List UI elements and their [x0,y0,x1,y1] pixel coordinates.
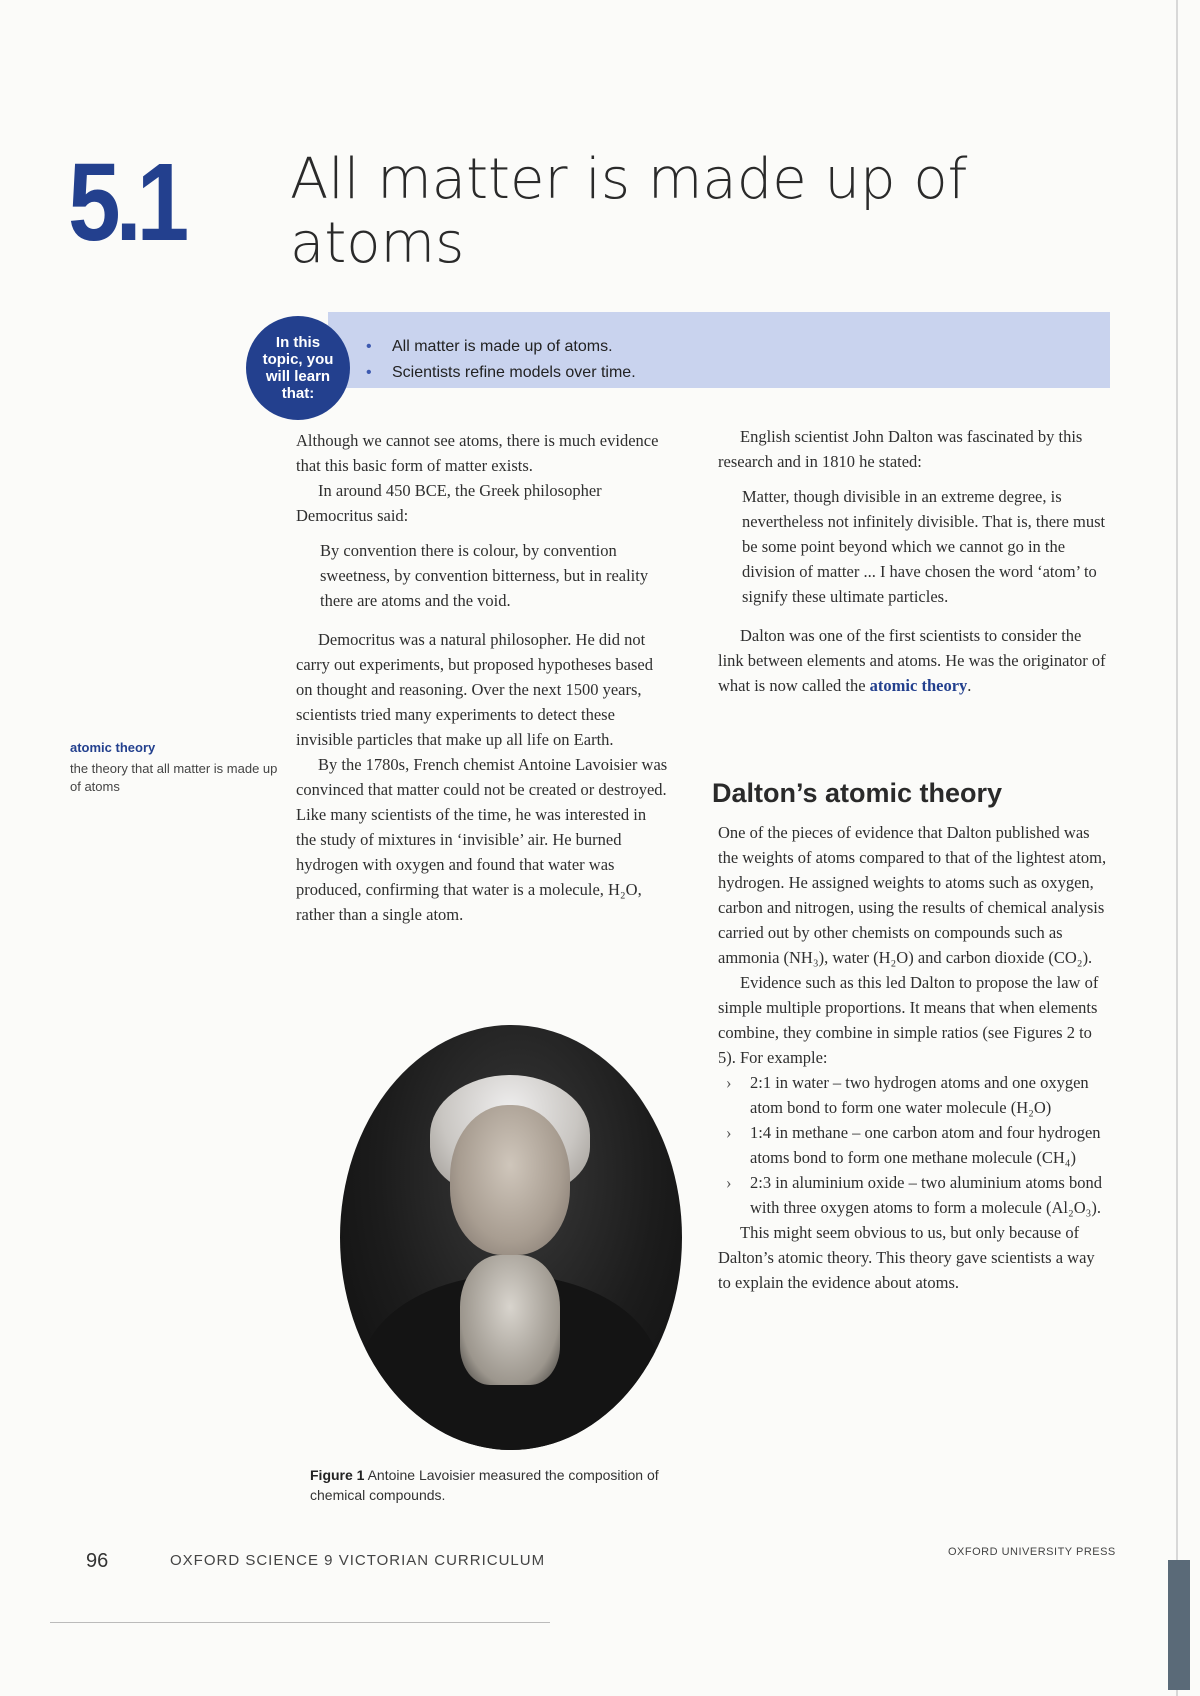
ratio-list [718,1070,1110,1220]
glossary-definition: the theory that all matter is made up of atoms [70,761,278,794]
democritus-quote: By convention there is colour, by convention sweetness, by convention bitterness, but in reality there are atoms and the void. [320,541,649,610]
page-number: 96 [86,1550,109,1572]
section-subheading: Dalton’s atomic theory [712,778,1003,808]
learning-badge [246,316,350,420]
paragraph: Although we cannot see atoms, there is much evidence that this basic form of matter exists. [296,431,659,475]
glossary-term: atomic theory [70,740,156,755]
paragraph-end: . [967,676,972,695]
section-number: 5.1 [68,141,185,264]
page-edge-tab [1168,1560,1190,1690]
bullet-icon: • [366,364,372,381]
right-column-lower [718,820,1110,1295]
paragraph: English scientist John Dalton was fascinated by this research and in 1810 he stated: [718,427,1083,471]
left-column [296,428,668,927]
figure-caption-text: Antoine Lavoisier measured the composition of chemical compounds. [310,1467,659,1503]
list-item: › 2:3 in aluminium oxide – two aluminium atoms bond with three oxygen atoms to form a molecule (Al₂O₃). [718,1170,1110,1220]
learning-point [366,334,636,360]
paragraph [718,623,1110,698]
portrait-face [450,1105,570,1255]
paragraph: Democritus was a natural philosopher. He did not carry out experiments, but proposed hypotheses based on thought and reasoning. Over the next 1500 years, scientists tried many experiments to detect these invisible particles that make up all life on Earth. [296,630,653,749]
learning-point-text: Scientists refine models over time. [392,364,636,381]
portrait-cravat [460,1255,560,1385]
footer-rule [50,1622,550,1623]
dalton-quote: Matter, though divisible in an extreme degree, is nevertheless not infinitely divisible. That is, there must be some point beyond which we cannot go in the division of matter ... I have chosen the word ‘atom’ to signify these ultimate particles. [742,487,1106,606]
bullet-icon: • [366,338,372,355]
learning-badge-text: In this topic, you will learn that: [262,334,334,402]
figure-label: Figure 1 [310,1467,365,1483]
figure-caption [310,1465,700,1505]
paragraph: By the 1780s, French chemist Antoine Lavoisier was convinced that matter could not be created or destroyed. Like many scientists of the time, he was interested in the study of mixtures in ‘invisible’ air. He burned hydrogen with oxygen and found that water was produced, confirming that water is a molecule, H₂O, rather than a single atom. [296,755,668,924]
list-item: › 2:1 in water – two hydrogen atoms and one oxygen atom bond to form one water molecule (H₂O) [718,1070,1110,1120]
page-edge-line [1176,0,1178,1696]
page-title: All matter is made up of atoms [290,147,968,276]
paragraph-text: Dalton was one of the first scientists to consider the link between elements and atoms. He was the originator of what is now called the [718,626,1106,695]
paragraph: Evidence such as this led Dalton to propose the law of simple multiple proportions. It means that when elements combine, they combine in simple ratios (see Figures 2 to 5). For example: [718,973,1099,1067]
list-item: › 1:4 in methane – one carbon atom and four hydrogen atoms bond to form one methane molecule (CH₄) [718,1120,1110,1170]
atomic-theory-term: atomic theory [869,676,968,695]
right-column [718,424,1110,698]
footer-series: OXFORD SCIENCE 9 VICTORIAN CURRICULUM [170,1552,546,1569]
learning-points [366,334,636,386]
learning-point [366,360,636,386]
lavoisier-portrait [340,1025,682,1450]
paragraph: This might seem obvious to us, but only because of Dalton’s atomic theory. This theory gave scientists a way to explain the evidence about atoms. [718,1223,1095,1292]
learning-point-text: All matter is made up of atoms. [392,338,613,355]
footer-publisher: OXFORD UNIVERSITY PRESS [948,1546,1116,1558]
paragraph: One of the pieces of evidence that Dalton published was the weights of atoms compared to that of the lightest atom, hydrogen. He assigned weights to atoms such as oxygen, carbon and nitrogen, using the results of chemical analysis carried out by other chemists on compounds such as ammonia (NH₃), water (H₂O) and carbon dioxide (CO₂). [718,823,1107,967]
paragraph: In around 450 BCE, the Greek philosopher Democritus said: [296,481,602,525]
